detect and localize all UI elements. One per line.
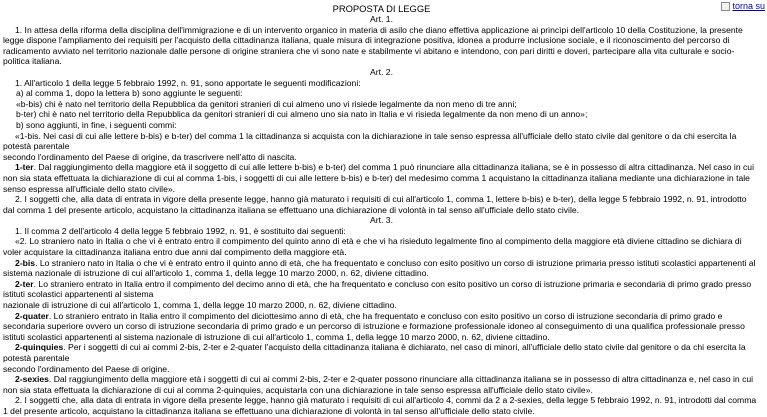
comma-1-ter-text: . Dal raggiungimento della maggiore età il soggetto di cui alle lettere b-bis) e b-ter) del comma 1 può rinunciare alla cittadinanza italiana, se è in possesso di altra cittadinanza. Nel caso in cui non sia stata effettuata la dichiarazione di cui al comma 1-bis, i soggetti di cui alle lettere b-bis) e b-ter) del medesimo comma 1 acquistano la cittadinanza italiana mediante una dichiarazione in tale senso espressa all'ufficiale dello stato civile».	[3, 162, 754, 194]
comma-2-quater-text: . Lo straniero entrato in Italia entro il compimento del diciottesimo anno di età, che ha frequentato e concluso con esito positivo un corso di istruzione secondaria di primo grado e secondaria superiore ovvero un corso di istruzione secondaria di primo grado e un percorso di istruzione e formazione professionale idoneo al conseguimento di una qualifica professionale presso istituti scolastici appartenenti al sistema nazionale di istruzione di cui all'articolo 1, comma 1, della legge 10 marzo 2000, n. 62, diviene cittadino.	[3, 310, 745, 342]
article-2-comma-1-bis-continued: secondo l'ordinamento del Paese di origine, da trascrivere nell'atto di nascita.	[3, 151, 297, 162]
document-title: PROPOSTA DI LEGGE	[332, 3, 431, 14]
comma-1-ter-label: 1-ter	[15, 162, 34, 173]
article-3-heading: Art. 3.	[370, 215, 393, 226]
article-2-comma-1-ter	[3, 162, 760, 194]
article-1-paragraph-1: 1. In attesa della riforma della disciplina dell'immigrazione e di un intervento organico in materia di asilo che diano effettiva applicazione ai princìpi dell'articolo 10 della Costituzione, la presente legge dispone l'ampliamento dei requisiti per l'acquisto della cittadinanza italiana, quale misura di integrazione positiva, idonea a produrre inclusione sociale, e il riconoscimento del percorso di radicamento avviato nel territorio nazionale dalle persone di origine straniera che vi sono nate e stabilmente vi abitano e intendono, con pari diritti e doveri, partecipare alla vita culturale e socio-politica italiana.	[3, 24, 743, 67]
comma-2-bis-label: 2-bis	[15, 257, 36, 268]
article-2-heading: Art. 2.	[370, 66, 393, 77]
comma-2-quinquies-text: . Per i soggetti di cui ai commi 2-bis, 2-ter e 2-quater l'acquisto della cittadinanza italiana è dichiarato, nel caso di minori, all'ufficiale dello stato civile dal genitore o da chi esercita la potestà parentale	[3, 342, 746, 363]
comma-2-quinquies-label: 2-quinquies	[15, 342, 64, 353]
article-2-intro: 1. All'articolo 1 della legge 5 febbraio 1992, n. 91, sono apportate le seguenti modificazioni:	[15, 77, 361, 88]
article-3-comma-2-sexies	[3, 374, 760, 395]
article-2-item-a: a) al comma 1, dopo la lettera b) sono aggiunte le seguenti:	[16, 88, 243, 99]
article-2-item-b: b) sono aggiunti, in fine, i seguenti commi:	[16, 119, 177, 130]
article-3-paragraph-2: 2. I soggetti che, alla data di entrata in vigore della presente legge, hanno già maturato i requisiti di cui all'articolo 4, commi da 2 a 2-sexies, della legge 5 febbraio 1992, n. 91, introdotti dal comma 1 del presente articolo, acquistano la cittadinanza italiana se effettuano una dichiarazione di volontà in tal senso all'ufficiale dello stato civile.	[3, 395, 757, 416]
comma-2-quater-label: 2-quater	[15, 310, 49, 321]
article-3-comma-2-bis	[3, 258, 760, 279]
comma-2-ter-label: 2-ter	[15, 278, 34, 289]
comma-2-bis-text: . Lo straniero nato in Italia o che vi è entrato entro il quinto anno di età, che ha frequentato e concluso con esito positivo un corso di istruzione primaria presso istituti scolastici appartenenti al sistema nazionale di istruzione di cui all'articolo 1, comma 1, della legge 10 marzo 2000, n. 62, diviene cittadino.	[3, 257, 756, 279]
article-2-letter-b-bis: «b-bis) chi è nato nel territorio della Repubblica da genitori stranieri di cui almeno uno vi risiede legalmente da non meno di tre anni;	[16, 98, 517, 109]
back-to-top-text[interactable]: torna su	[732, 1, 765, 11]
article-3-comma-2: «2. Lo straniero nato in Italia o che vi è entrato entro il compimento del quinto anno di età e che vi ha risieduto legalmente fino al compimento della maggiore età diviene cittadino se dichiara di voler acquistare la cittadinanza italiana entro due anni dal compimento della maggiore età.	[3, 236, 742, 258]
article-1-heading: Art. 1.	[370, 14, 393, 24]
article-2-comma-1-bis: «1-bis. Nei casi di cui alle lettere b-bis) e b-ter) del comma 1 la cittadinanza si acquista con la dichiarazione in tale senso espressa all'ufficiale dello stato civile dal genitore o da chi esercita la potestà parentale	[3, 130, 737, 152]
comma-2-sexies-label: 2-sexies	[15, 374, 49, 385]
law-proposal-document	[3, 2, 760, 417]
article-2-letter-b-ter: b-ter) chi è nato nel territorio della Repubblica da genitori stranieri di cui almeno uno sia nato in Italia e vi risieda legalmente da non meno di un anno»;	[16, 109, 588, 120]
article-3-comma-2-ter-continued: nazionale di istruzione di cui all'articolo 1, comma 1, della legge 10 marzo 2000, n. 62, diviene cittadino.	[3, 300, 397, 311]
article-3-comma-2-ter	[3, 279, 760, 300]
article-3-comma-2-quater	[3, 311, 760, 343]
comma-2-sexies-text: . Dal raggiungimento della maggiore età i soggetti di cui ai commi 2-bis, 2-ter e 2-quater possono rinunciare alla cittadinanza italiana se in possesso di altra cittadinanza e, nel caso in cui non sia stata effettuata la dichiarazione di cui al comma 2-quinquies, acquistarla con una dichiarazione in tale senso espressa all'ufficiale dello stato civile».	[3, 374, 754, 395]
article-3-comma-2-quinquies	[3, 342, 760, 363]
article-3-intro: 1. Il comma 2 dell'articolo 4 della legge 5 febbraio 1992, n. 91, è sostituito dai seguenti:	[15, 225, 346, 236]
article-2-paragraph-2: 2. I soggetti che, alla data di entrata in vigore della presente legge, hanno già maturato i requisiti di cui all'articolo 1, comma 1, lettere b-bis) e b-ter), della legge 5 febbraio 1992, n. 91, introdotto dal comma 1 del presente articolo, acquistano la cittadinanza italiana se effettuano una dichiarazione di volontà in tal senso all'ufficiale dello stato civile.	[3, 194, 747, 215]
article-3-comma-2-quinquies-continued: secondo l'ordinamento del Paese di origine.	[3, 363, 170, 374]
comma-2-ter-text: . Lo straniero entrato in Italia entro il compimento del decimo anno di età, che ha frequentato e concluso con esito positivo un corso di istruzione primaria e secondaria di primo grado presso istituti scolastici appartenenti al sistema	[3, 278, 752, 300]
